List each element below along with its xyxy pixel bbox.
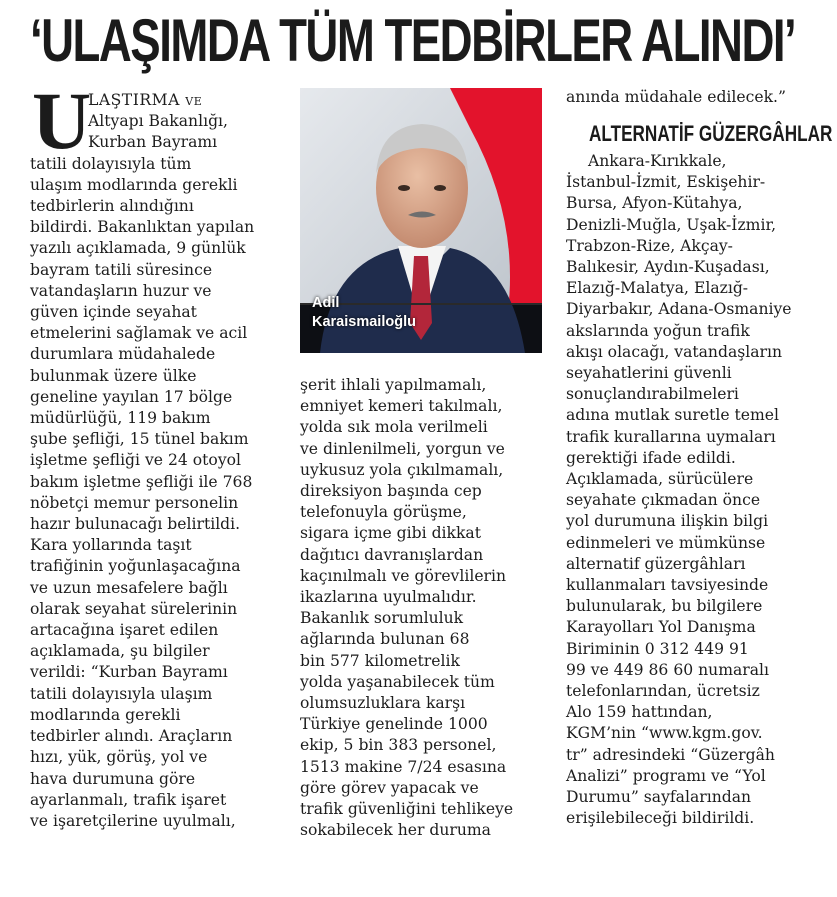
drop-cap: U <box>32 75 92 166</box>
column3-line: sonuçlandırabilmeleri <box>566 385 739 404</box>
column2-line: dağıtıcı davranışlardan <box>300 545 484 564</box>
column3-line: akışı olacağı, vatandaşların <box>566 342 783 361</box>
column1-line: güven içinde seyahat <box>30 303 197 322</box>
photo-caption <box>312 294 416 332</box>
column3-line: edinmeleri ve mümkünse <box>566 533 766 552</box>
column1-line: geneline yayılan 17 bölge <box>30 387 233 406</box>
column1-line: ulaşım modlarında gerekli <box>30 175 238 194</box>
column1-line: bildirdi. Bakanlıktan yapılan <box>30 218 255 237</box>
column1-line: müdürlüğü, 119 bakım <box>30 409 211 428</box>
column1-line: durumlara müdahalede <box>30 345 216 364</box>
column2-line: ağlarında bulunan 68 <box>300 630 470 649</box>
column3-line: kullanmaları tavsiyesinde <box>566 576 769 595</box>
column3-line: Karayolları Yol Danışma <box>566 618 756 637</box>
column2-line: Bakanlık sorumluluk <box>300 609 464 628</box>
column1-line: tatili dolayısıyla ulaşım <box>30 684 213 703</box>
column3-line: Trabzon-Rize, Akçay- <box>566 236 733 255</box>
column3-line: telefonlarından, ücretsiz <box>566 682 760 701</box>
column3-line: seyahate çıkmadan önce <box>566 491 761 510</box>
column1-line: bulunmak üzere ülke <box>30 366 197 385</box>
column1-line: açıklamada, şu bilgiler <box>30 642 210 661</box>
column3-line: Analizi” programı ve “Yol <box>566 766 766 785</box>
caption-first-name: Adil <box>312 295 340 311</box>
column2-line: ekip, 5 bin 383 personel, <box>300 736 497 755</box>
column1-line: ve uzun mesafelere bağlı <box>30 578 228 597</box>
column1-line: bayram tatili süresince <box>30 260 213 279</box>
article-column-3 <box>566 87 818 108</box>
column2-line: uykusuz yola çıkılmamalı, <box>300 460 504 479</box>
minister-photo <box>300 88 542 353</box>
column1-line: hava durumuna göre <box>30 769 196 788</box>
column1-line: nöbetçi memur personelin <box>30 493 239 512</box>
headline: ‘ULAŞIMDA TÜM TEDBİRLER ALINDI’ <box>30 7 796 74</box>
column2-line: ikazlarına uyulmalıdır. <box>300 588 477 607</box>
column3-line: trafik kurallarına uymaları <box>566 427 776 446</box>
column2-line: telefonuyla görüşme, <box>300 503 467 522</box>
column3-line: Denizli-Muğla, Uşak-İzmir, <box>566 215 777 234</box>
column3-line: tr” adresindeki “Güzergâh <box>566 745 775 764</box>
subheading: ALTERNATİF GÜZERGÂHLAR <box>589 121 833 146</box>
column2-line: olumsuzluklara karşı <box>300 694 466 713</box>
column2-line: yolda yaşanabilecek tüm <box>300 672 495 691</box>
column1-line: etmelerini sağlamak ve acil <box>30 324 248 343</box>
column3-top-line: anında müdahale edilecek.” <box>566 88 786 106</box>
column3-line: yol durumuna ilişkin bilgi <box>566 512 769 531</box>
column3-line: Balıkesir, Aydın-Kuşadası, <box>566 258 770 277</box>
column2-line: yolda sık mola verilmeli <box>300 418 488 437</box>
column3-line: bulunularak, bu bilgilere <box>566 597 763 616</box>
column2-line: trafik güvenliğini tehlikeye <box>300 800 514 819</box>
column1-line: tedbirler alındı. Araçların <box>30 727 233 746</box>
column2-line: ve dinlenilmeli, yorgun ve <box>300 439 505 458</box>
article-column-1 <box>30 90 278 832</box>
column3-line: adına mutlak suretle temel <box>566 406 780 425</box>
column1-line: ve işaretçilerine uyulmalı, <box>30 811 236 830</box>
column3-line: akslarında yoğun trafik <box>566 321 750 340</box>
column3-line: Elazığ-Malatya, Elazığ- <box>566 279 749 298</box>
column3-line: Durumu” sayfalarından <box>566 788 752 807</box>
column3-line: Alo 159 hattından, <box>566 703 713 722</box>
column1-line: verildi: “Kurban Bayramı <box>30 663 228 682</box>
column3-line: seyahatlerini güvenli <box>566 364 732 383</box>
column1-line: bakım işletme şefliği ile 768 <box>30 472 253 491</box>
column2-line: bin 577 kilometrelik <box>300 651 460 670</box>
column2-line: şerit ihlali yapılmamalı, <box>300 376 487 394</box>
column1-line: işletme şefliği ve 24 otoyol <box>30 451 242 470</box>
column1-line: modlarında gerekli <box>30 705 181 724</box>
column3-line: erişilebileceği bildirildi. <box>566 809 755 828</box>
column3-line: İstanbul-İzmit, Eskişehir- <box>566 173 766 192</box>
article-column-2 <box>300 375 550 841</box>
column2-line: emniyet kemeri takılmalı, <box>300 397 503 416</box>
column2-line: kaçınılmalı ve görevlilerin <box>300 566 507 585</box>
column1-line: LAŞTIRMA ve <box>88 91 203 109</box>
column2-line: Türkiye genelinde 1000 <box>300 715 488 734</box>
column3-line: Diyarbakır, Adana-Osmaniye <box>566 300 792 319</box>
column1-line: Altyapı Bakanlığı, <box>88 112 228 131</box>
column1-line: hızı, yük, görüş, yol ve <box>30 748 208 767</box>
article-column-3-body <box>566 151 818 830</box>
column2-line: 1513 makine 7/24 esasına <box>300 757 507 776</box>
column3-line: alternatif güzergâhları <box>566 554 746 573</box>
column3-line: 99 ve 449 86 60 numaralı <box>566 660 770 679</box>
column2-line: direksiyon başında cep <box>300 482 482 501</box>
column1-line: hazır bulunacağı belirtildi. <box>30 515 241 534</box>
column1-line: vatandaşların huzur ve <box>30 281 212 300</box>
column2-line: sigara içme gibi dikkat <box>300 524 481 543</box>
caption-last-name: Karaismailoğlu <box>312 314 416 330</box>
column3-line: Bursa, Afyon-Kütahya, <box>566 194 743 213</box>
column2-line: sokabilecek her duruma <box>300 821 491 840</box>
column1-line: trafiğinin yoğunlaşacağına <box>30 557 241 576</box>
column3-line: Ankara-Kırıkkale, <box>588 152 727 170</box>
column3-line: Açıklamada, sürücülere <box>566 470 754 489</box>
column3-line: Biriminin 0 312 449 91 <box>566 639 749 658</box>
column1-line: ayarlanmalı, trafik işaret <box>30 790 227 809</box>
column1-line: olarak seyahat sürelerinin <box>30 599 238 618</box>
column1-line: artacağına işaret edilen <box>30 621 219 640</box>
column2-line: göre görev yapacak ve <box>300 778 479 797</box>
column1-line: yazılı açıklamada, 9 günlük <box>30 239 246 258</box>
column1-line: tedbirlerin alındığını <box>30 197 194 216</box>
column1-line: tatili dolayısıyla tüm <box>30 154 192 173</box>
column3-line: gerektiği ifade edildi. <box>566 448 736 467</box>
column1-line: Kara yollarında taşıt <box>30 536 192 555</box>
column1-line: Kurban Bayramı <box>88 133 218 152</box>
column1-line: şube şefliği, 15 tünel bakım <box>30 430 249 449</box>
column3-line: KGM’nin “www.kgm.gov. <box>566 724 763 743</box>
